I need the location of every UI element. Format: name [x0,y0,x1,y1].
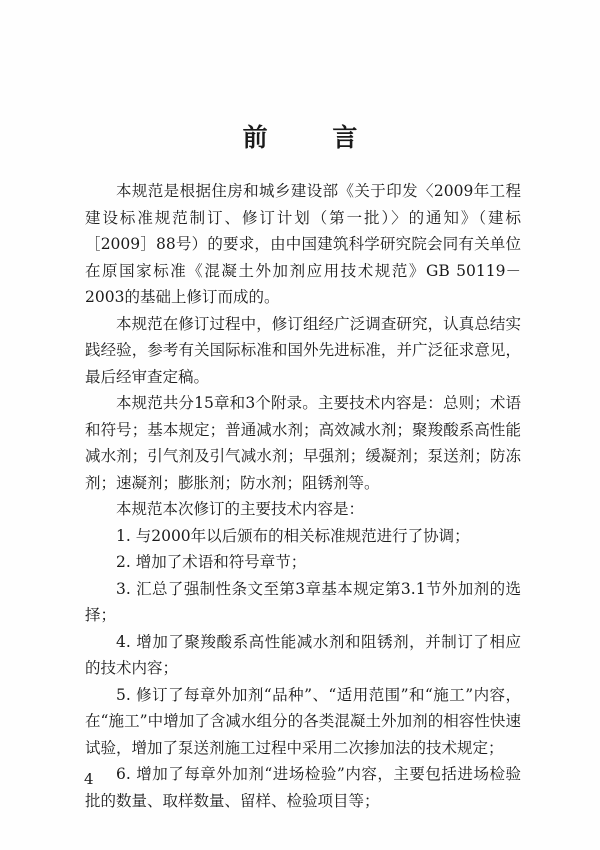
paragraph: 本规范共分15章和3个附录。主要技术内容是：总则；术语和符号；基本规定；普通减水剂；高效减水剂；聚羧酸系高性能减水剂；引气剂及引气减水剂；早强剂；缓凝剂；泵送剂；防冻剂；速凝剂；膨胀剂；防水剂；阻锈剂等。 [85,394,521,492]
paragraph: 本规范在修订过程中，修订组经广泛调查研究，认真总结实践经验，参考有关国际标准和国外先进标准，并广泛征求意见，最后经审查定稿。 [85,314,521,386]
list-item: 6. 增加了每章外加剂“进场检验”内容，主要包括进场检验批的数量、取样数量、留样、检验项目等； [85,765,521,810]
page-number: 4 [84,770,94,788]
list-item: 4. 增加了聚羧酸系高性能减水剂和阻锈剂，并制订了相应的技术内容； [85,632,521,677]
list-item: 5. 修订了每章外加剂“品种”、“适用范围”和“施工”内容，在“施工”中增加了含减水组分的各类混凝土外加剂的相容性快速试验，增加了泵送剂施工过程中采用二次掺加法的技术规定； [85,685,521,757]
paragraph: 本规范是根据住房和城乡建设部《关于印发〈2009年工程建设标准规范制订、修订计划（第一批）〉的通知》（建标［2009］88号）的要求，由中国建筑科学研究院会同有关单位在原国家标准《混凝土外加剂应用技术规范》GB 50119－2003的基础上修订而成的。 [85,182,521,306]
preface-body [85,178,521,814]
list-item: 3. 汇总了强制性条文至第3章基本规定第3.1节外加剂的选择； [85,579,521,624]
list-item: 1. 与2000年以后颁布的相关标准规范进行了协调； [116,526,470,545]
page-title: 前 言 [242,123,386,152]
paragraph: 本规范本次修订的主要技术内容是： [116,500,365,518]
list-item: 2. 增加了术语和符号章节； [116,553,307,571]
